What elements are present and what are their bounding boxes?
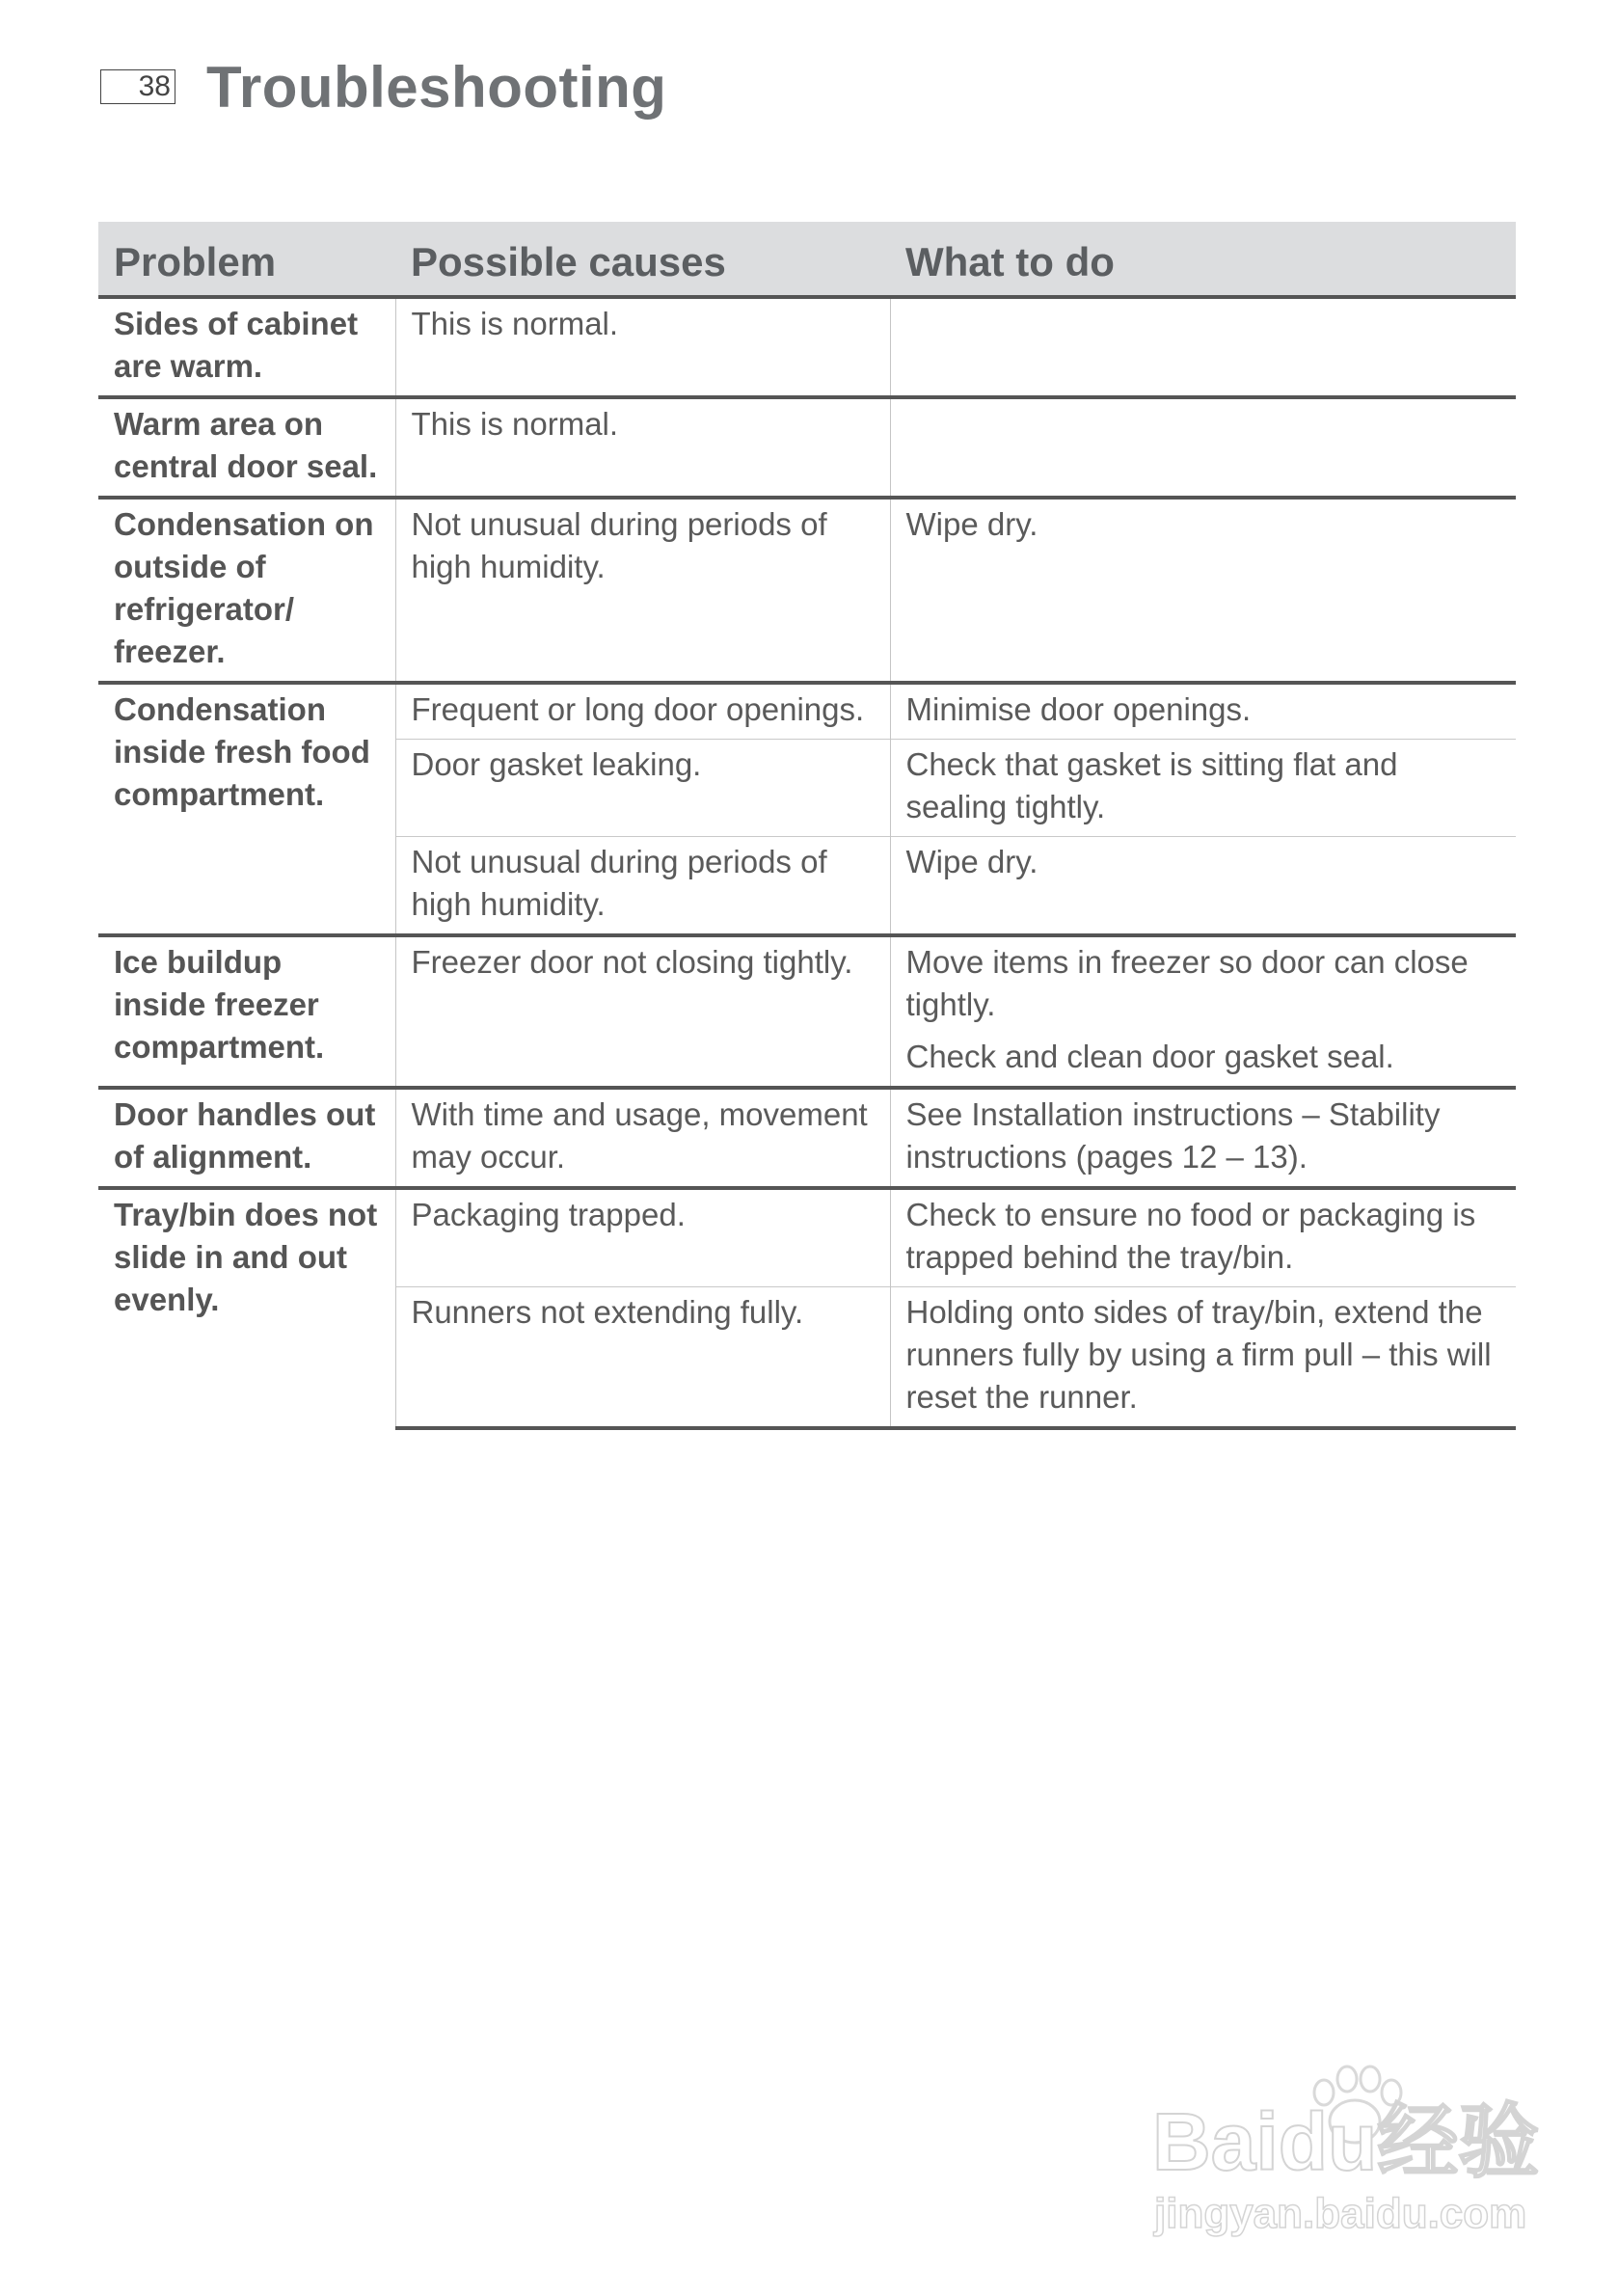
cause-cell: This is normal. <box>395 397 890 498</box>
problem-cell: Sides of cabinet are warm. <box>98 297 395 397</box>
action-cell <box>890 683 1516 740</box>
action-cell <box>890 1188 1516 1287</box>
baidu-watermark <box>1152 2054 1557 2247</box>
watermark-url: jingyan.baidu.com <box>1154 2190 1527 2237</box>
table-row <box>98 498 1516 683</box>
action-line: Check to ensure no food or packaging is trapped behind the tray/bin. <box>905 1197 1476 1275</box>
cause-cell: Packaging trapped. <box>395 1188 890 1287</box>
column-header-actions: What to do <box>890 222 1516 297</box>
cause-cell: Runners not extending fully. <box>395 1287 890 1429</box>
cause-cell: Not unusual during periods of high humidity. <box>395 837 890 936</box>
problem-cell: Tray/bin does not slide in and out evenly. <box>98 1188 395 1428</box>
problem-cell: Door handles out of alignment. <box>98 1088 395 1188</box>
table-row <box>98 1188 1516 1287</box>
action-line: Check that gasket is sitting flat and sealing tightly. <box>905 746 1398 824</box>
action-cell <box>890 740 1516 837</box>
action-cell <box>890 837 1516 936</box>
action-cell <box>890 935 1516 1088</box>
action-line: Wipe dry. <box>905 506 1038 542</box>
table-row <box>98 397 1516 498</box>
table-row <box>98 1088 1516 1188</box>
action-line: Holding onto sides of tray/bin, extend the runners fully by using a firm pull – this will reset the runner. <box>905 1294 1492 1415</box>
page-number: 38 <box>100 69 175 104</box>
problem-cell: Condensation on outside of refrigerator/ freezer. <box>98 498 395 683</box>
action-line: See Installation instructions – Stability instructions (pages 12 – 13). <box>905 1096 1441 1175</box>
problem-cell: Condensation inside fresh food compartment. <box>98 683 395 935</box>
action-cell <box>890 1287 1516 1429</box>
page-title: Troubleshooting <box>206 55 667 120</box>
action-cell <box>890 498 1516 683</box>
action-cell <box>890 397 1516 498</box>
action-line: Check and clean door gasket seal. <box>905 1039 1394 1074</box>
cause-cell: Frequent or long door openings. <box>395 683 890 740</box>
column-header-problem: Problem <box>98 222 395 297</box>
watermark-brand: Baidu经验 <box>1152 2096 1540 2187</box>
action-line: Move items in freezer so door can close tightly. <box>905 944 1469 1022</box>
column-header-causes: Possible causes <box>395 222 890 297</box>
action-line: Wipe dry. <box>905 844 1038 879</box>
table-row <box>98 683 1516 740</box>
table-row <box>98 935 1516 1088</box>
troubleshooting-table <box>98 222 1516 1430</box>
cause-cell: Not unusual during periods of high humidity. <box>395 498 890 683</box>
problem-cell: Ice buildup inside freezer compartment. <box>98 935 395 1088</box>
action-cell <box>890 1088 1516 1188</box>
table-row <box>98 297 1516 397</box>
problem-cell: Warm area on central door seal. <box>98 397 395 498</box>
table-header <box>98 222 1516 297</box>
cause-cell: This is normal. <box>395 297 890 397</box>
action-line: Minimise door openings. <box>905 691 1252 727</box>
cause-cell: With time and usage, movement may occur. <box>395 1088 890 1188</box>
action-cell <box>890 297 1516 397</box>
cause-cell: Door gasket leaking. <box>395 740 890 837</box>
cause-cell: Freezer door not closing tightly. <box>395 935 890 1088</box>
